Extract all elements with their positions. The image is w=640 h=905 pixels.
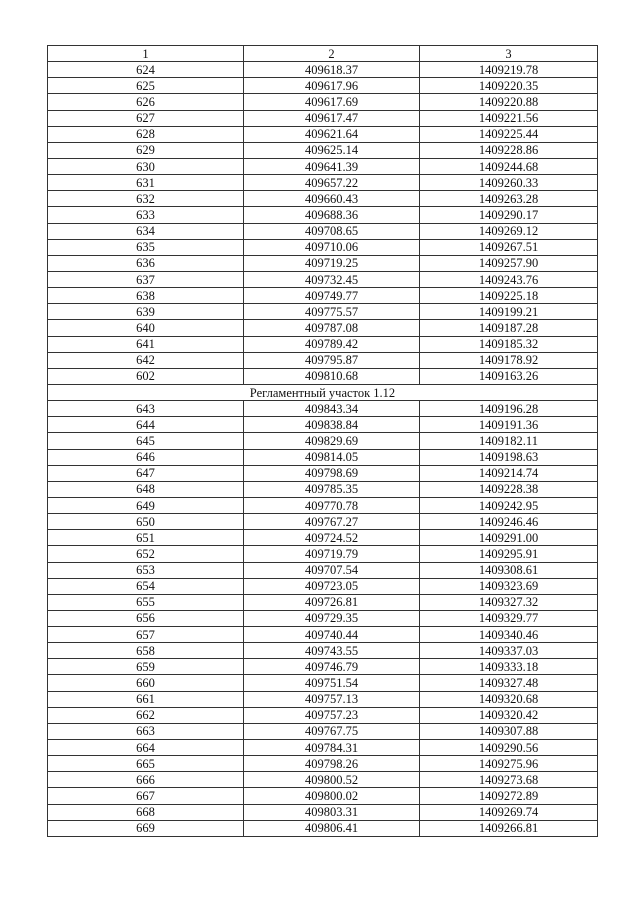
y-coordinate-cell: 1409257.90 <box>420 255 598 271</box>
point-number-cell: 624 <box>48 62 244 78</box>
x-coordinate-cell: 409789.42 <box>244 336 420 352</box>
y-coordinate-cell: 1409260.33 <box>420 175 598 191</box>
point-number-cell: 652 <box>48 546 244 562</box>
table-row <box>48 465 598 481</box>
point-number-cell: 667 <box>48 788 244 804</box>
point-number-cell: 639 <box>48 304 244 320</box>
table-row <box>48 610 598 626</box>
table-row <box>48 643 598 659</box>
x-coordinate-cell: 409625.14 <box>244 142 420 158</box>
point-number-cell: 655 <box>48 594 244 610</box>
header-cell-x-coordinate: 2 <box>244 46 420 62</box>
y-coordinate-cell: 1409182.11 <box>420 433 598 449</box>
table-row <box>48 772 598 788</box>
point-number-cell: 627 <box>48 110 244 126</box>
table-row <box>48 239 598 255</box>
y-coordinate-cell: 1409221.56 <box>420 110 598 126</box>
table-row <box>48 320 598 336</box>
y-coordinate-cell: 1409199.21 <box>420 304 598 320</box>
point-number-cell: 602 <box>48 368 244 384</box>
table-row <box>48 562 598 578</box>
y-coordinate-cell: 1409340.46 <box>420 627 598 643</box>
header-cell-y-coordinate: 3 <box>420 46 598 62</box>
y-coordinate-cell: 1409187.28 <box>420 320 598 336</box>
point-number-cell: 651 <box>48 530 244 546</box>
point-number-cell: 630 <box>48 158 244 174</box>
table-row <box>48 126 598 142</box>
x-coordinate-cell: 409707.54 <box>244 562 420 578</box>
point-number-cell: 635 <box>48 239 244 255</box>
y-coordinate-cell: 1409263.28 <box>420 191 598 207</box>
y-coordinate-cell: 1409225.44 <box>420 126 598 142</box>
y-coordinate-cell: 1409290.17 <box>420 207 598 223</box>
table-row <box>48 255 598 271</box>
table-row <box>48 110 598 126</box>
x-coordinate-cell: 409810.68 <box>244 368 420 384</box>
y-coordinate-cell: 1409196.28 <box>420 401 598 417</box>
y-coordinate-cell: 1409228.86 <box>420 142 598 158</box>
point-number-cell: 647 <box>48 465 244 481</box>
point-number-cell: 633 <box>48 207 244 223</box>
table-row <box>48 191 598 207</box>
table-row <box>48 336 598 352</box>
y-coordinate-cell: 1409198.63 <box>420 449 598 465</box>
x-coordinate-cell: 409829.69 <box>244 433 420 449</box>
x-coordinate-cell: 409843.34 <box>244 401 420 417</box>
y-coordinate-cell: 1409273.68 <box>420 772 598 788</box>
x-coordinate-cell: 409729.35 <box>244 610 420 626</box>
point-number-cell: 664 <box>48 740 244 756</box>
point-number-cell: 638 <box>48 288 244 304</box>
y-coordinate-cell: 1409225.18 <box>420 288 598 304</box>
x-coordinate-cell: 409806.41 <box>244 820 420 836</box>
x-coordinate-cell: 409657.22 <box>244 175 420 191</box>
x-coordinate-cell: 409800.02 <box>244 788 420 804</box>
x-coordinate-cell: 409743.55 <box>244 643 420 659</box>
table-row <box>48 175 598 191</box>
point-number-cell: 661 <box>48 691 244 707</box>
point-number-cell: 648 <box>48 481 244 497</box>
x-coordinate-cell: 409838.84 <box>244 417 420 433</box>
point-number-cell: 658 <box>48 643 244 659</box>
y-coordinate-cell: 1409220.88 <box>420 94 598 110</box>
table-row <box>48 481 598 497</box>
x-coordinate-cell: 409770.78 <box>244 497 420 513</box>
point-number-cell: 669 <box>48 820 244 836</box>
table-row <box>48 142 598 158</box>
point-number-cell: 666 <box>48 772 244 788</box>
table-row <box>48 707 598 723</box>
table-row <box>48 788 598 804</box>
x-coordinate-cell: 409724.52 <box>244 530 420 546</box>
point-number-cell: 625 <box>48 78 244 94</box>
x-coordinate-cell: 409746.79 <box>244 659 420 675</box>
y-coordinate-cell: 1409290.56 <box>420 740 598 756</box>
table-row <box>48 78 598 94</box>
x-coordinate-cell: 409621.64 <box>244 126 420 142</box>
table-row <box>48 723 598 739</box>
point-number-cell: 660 <box>48 675 244 691</box>
table-row <box>48 368 598 384</box>
x-coordinate-cell: 409688.36 <box>244 207 420 223</box>
table-row <box>48 578 598 594</box>
table-row <box>48 417 598 433</box>
table-row <box>48 514 598 530</box>
y-coordinate-cell: 1409191.36 <box>420 417 598 433</box>
table-row <box>48 804 598 820</box>
point-number-cell: 637 <box>48 271 244 287</box>
x-coordinate-cell: 409798.69 <box>244 465 420 481</box>
table-row <box>48 691 598 707</box>
table-row <box>48 530 598 546</box>
table-row <box>48 304 598 320</box>
table-row <box>48 449 598 465</box>
table-row <box>48 627 598 643</box>
x-coordinate-cell: 409757.13 <box>244 691 420 707</box>
table-row <box>48 94 598 110</box>
point-number-cell: 646 <box>48 449 244 465</box>
table-row <box>48 497 598 513</box>
y-coordinate-cell: 1409243.76 <box>420 271 598 287</box>
header-cell-point-number: 1 <box>48 46 244 62</box>
point-number-cell: 653 <box>48 562 244 578</box>
x-coordinate-cell: 409726.81 <box>244 594 420 610</box>
x-coordinate-cell: 409775.57 <box>244 304 420 320</box>
point-number-cell: 659 <box>48 659 244 675</box>
x-coordinate-cell: 409798.26 <box>244 756 420 772</box>
x-coordinate-cell: 409787.08 <box>244 320 420 336</box>
x-coordinate-cell: 409660.43 <box>244 191 420 207</box>
table-row <box>48 401 598 417</box>
y-coordinate-cell: 1409246.46 <box>420 514 598 530</box>
y-coordinate-cell: 1409337.03 <box>420 643 598 659</box>
y-coordinate-cell: 1409327.48 <box>420 675 598 691</box>
section-title-row <box>48 384 598 400</box>
y-coordinate-cell: 1409267.51 <box>420 239 598 255</box>
table-row <box>48 158 598 174</box>
y-coordinate-cell: 1409308.61 <box>420 562 598 578</box>
table-row <box>48 820 598 836</box>
y-coordinate-cell: 1409275.96 <box>420 756 598 772</box>
y-coordinate-cell: 1409269.74 <box>420 804 598 820</box>
point-number-cell: 642 <box>48 352 244 368</box>
coordinates-table <box>47 45 598 837</box>
y-coordinate-cell: 1409295.91 <box>420 546 598 562</box>
y-coordinate-cell: 1409333.18 <box>420 659 598 675</box>
point-number-cell: 628 <box>48 126 244 142</box>
table-row <box>48 740 598 756</box>
table-row <box>48 62 598 78</box>
point-number-cell: 668 <box>48 804 244 820</box>
point-number-cell: 631 <box>48 175 244 191</box>
point-number-cell: 644 <box>48 417 244 433</box>
y-coordinate-cell: 1409327.32 <box>420 594 598 610</box>
x-coordinate-cell: 409617.47 <box>244 110 420 126</box>
x-coordinate-cell: 409732.45 <box>244 271 420 287</box>
y-coordinate-cell: 1409291.00 <box>420 530 598 546</box>
x-coordinate-cell: 409740.44 <box>244 627 420 643</box>
point-number-cell: 665 <box>48 756 244 772</box>
y-coordinate-cell: 1409228.38 <box>420 481 598 497</box>
table-row <box>48 594 598 610</box>
point-number-cell: 649 <box>48 497 244 513</box>
table-row <box>48 271 598 287</box>
point-number-cell: 626 <box>48 94 244 110</box>
y-coordinate-cell: 1409269.12 <box>420 223 598 239</box>
y-coordinate-cell: 1409242.95 <box>420 497 598 513</box>
table-row <box>48 223 598 239</box>
point-number-cell: 643 <box>48 401 244 417</box>
table-row <box>48 756 598 772</box>
x-coordinate-cell: 409784.31 <box>244 740 420 756</box>
y-coordinate-cell: 1409214.74 <box>420 465 598 481</box>
y-coordinate-cell: 1409244.68 <box>420 158 598 174</box>
point-number-cell: 632 <box>48 191 244 207</box>
x-coordinate-cell: 409749.77 <box>244 288 420 304</box>
table-row <box>48 352 598 368</box>
coordinates-table-body <box>48 46 598 837</box>
point-number-cell: 640 <box>48 320 244 336</box>
x-coordinate-cell: 409767.27 <box>244 514 420 530</box>
y-coordinate-cell: 1409320.42 <box>420 707 598 723</box>
x-coordinate-cell: 409795.87 <box>244 352 420 368</box>
x-coordinate-cell: 409814.05 <box>244 449 420 465</box>
table-row <box>48 659 598 675</box>
header-row <box>48 46 598 62</box>
y-coordinate-cell: 1409220.35 <box>420 78 598 94</box>
y-coordinate-cell: 1409178.92 <box>420 352 598 368</box>
y-coordinate-cell: 1409307.88 <box>420 723 598 739</box>
x-coordinate-cell: 409641.39 <box>244 158 420 174</box>
point-number-cell: 641 <box>48 336 244 352</box>
point-number-cell: 656 <box>48 610 244 626</box>
table-row <box>48 207 598 223</box>
x-coordinate-cell: 409723.05 <box>244 578 420 594</box>
point-number-cell: 662 <box>48 707 244 723</box>
x-coordinate-cell: 409708.65 <box>244 223 420 239</box>
point-number-cell: 650 <box>48 514 244 530</box>
table-row <box>48 675 598 691</box>
y-coordinate-cell: 1409163.26 <box>420 368 598 384</box>
section-title: Регламентный участок 1.12 <box>48 384 598 400</box>
table-row <box>48 433 598 449</box>
x-coordinate-cell: 409719.25 <box>244 255 420 271</box>
x-coordinate-cell: 409767.75 <box>244 723 420 739</box>
x-coordinate-cell: 409800.52 <box>244 772 420 788</box>
point-number-cell: 654 <box>48 578 244 594</box>
point-number-cell: 636 <box>48 255 244 271</box>
table-row <box>48 546 598 562</box>
x-coordinate-cell: 409617.96 <box>244 78 420 94</box>
x-coordinate-cell: 409803.31 <box>244 804 420 820</box>
x-coordinate-cell: 409618.37 <box>244 62 420 78</box>
x-coordinate-cell: 409751.54 <box>244 675 420 691</box>
point-number-cell: 629 <box>48 142 244 158</box>
y-coordinate-cell: 1409323.69 <box>420 578 598 594</box>
point-number-cell: 657 <box>48 627 244 643</box>
point-number-cell: 663 <box>48 723 244 739</box>
x-coordinate-cell: 409785.35 <box>244 481 420 497</box>
table-row <box>48 288 598 304</box>
y-coordinate-cell: 1409219.78 <box>420 62 598 78</box>
x-coordinate-cell: 409719.79 <box>244 546 420 562</box>
y-coordinate-cell: 1409185.32 <box>420 336 598 352</box>
x-coordinate-cell: 409757.23 <box>244 707 420 723</box>
x-coordinate-cell: 409710.06 <box>244 239 420 255</box>
y-coordinate-cell: 1409320.68 <box>420 691 598 707</box>
point-number-cell: 645 <box>48 433 244 449</box>
y-coordinate-cell: 1409272.89 <box>420 788 598 804</box>
x-coordinate-cell: 409617.69 <box>244 94 420 110</box>
y-coordinate-cell: 1409329.77 <box>420 610 598 626</box>
point-number-cell: 634 <box>48 223 244 239</box>
y-coordinate-cell: 1409266.81 <box>420 820 598 836</box>
